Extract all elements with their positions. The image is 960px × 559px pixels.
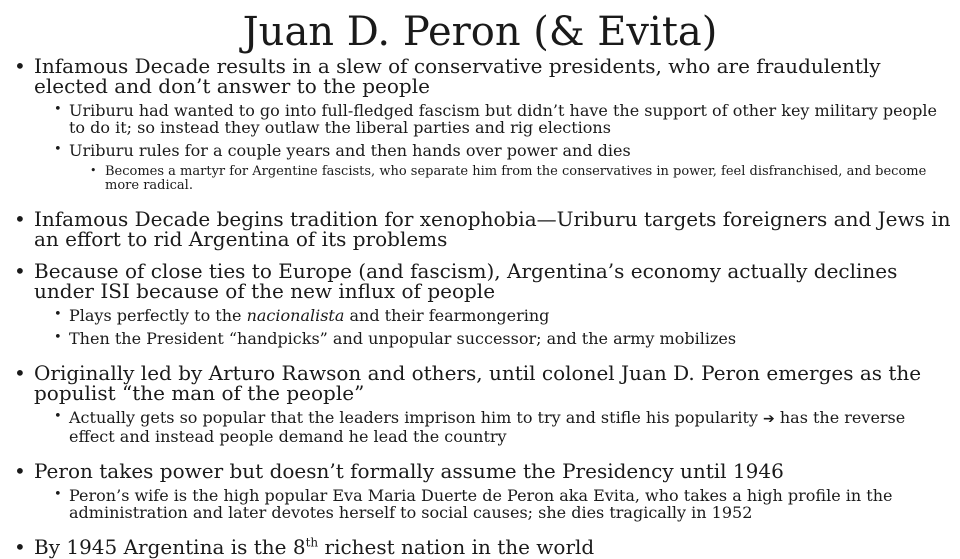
bullet-dot-icon: • bbox=[14, 54, 26, 78]
bullet-text-after: richest nation in the world bbox=[318, 535, 595, 559]
bullet-l1 bbox=[14, 461, 954, 481]
bullet-text: Peron’s wife is the high popular Eva Maria Duerte de Peron aka Evita, who takes a high profile in the administration and later devotes herself to social causes; she dies tragically in 1952 bbox=[69, 486, 893, 522]
bullet-text-before: Actually gets so popular that the leaders imprison him to try and stifle his popularity bbox=[69, 408, 764, 427]
bullet-dot-icon: • bbox=[54, 330, 62, 345]
bullet-l2 bbox=[14, 102, 954, 136]
bullet-l1 bbox=[14, 209, 954, 249]
slide-title: Juan D. Peron (& Evita) bbox=[242, 9, 718, 55]
bullet-l2 bbox=[14, 330, 954, 347]
bullet-text: Infamous Decade begins tradition for xenophobia—Uriburu targets foreigners and Jews in an effort to rid Argentina of its problems bbox=[34, 207, 951, 251]
bullet-text-after: has the reverse effect and instead people demand he lead the country bbox=[69, 408, 906, 446]
bullet-l2 bbox=[14, 409, 954, 445]
bullet-dot-icon: • bbox=[54, 142, 62, 157]
bullet-text: Uriburu had wanted to go into full-fledged fascism but didn’t have the support of other key military people to do it; so instead they outlaw the liberal parties and rig elections bbox=[69, 101, 937, 137]
bullet-l1 bbox=[14, 56, 954, 96]
bullet-dot-icon: • bbox=[54, 307, 62, 322]
arrow-right-icon: ➔ bbox=[763, 411, 775, 427]
bullet-dot-icon: • bbox=[14, 259, 26, 283]
bullet-text: Peron takes power but doesn’t formally assume the Presidency until 1946 bbox=[34, 459, 784, 483]
bullet-l2 bbox=[14, 487, 954, 521]
bullet-dot-icon: • bbox=[14, 207, 26, 231]
bullet-text-before: By 1945 Argentina is the 8 bbox=[34, 535, 306, 559]
bullet-dot-icon: • bbox=[54, 487, 62, 502]
bullet-dot-icon: • bbox=[54, 102, 62, 117]
bullet-text: Uriburu rules for a couple years and then hands over power and dies bbox=[69, 141, 631, 160]
bullet-dot-icon: • bbox=[14, 459, 26, 483]
bullet-l1 bbox=[14, 537, 954, 557]
bullet-text: Originally led by Arturo Rawson and others, until colonel Juan D. Peron emerges as the populist “the man of the people” bbox=[34, 361, 922, 405]
bullet-l1 bbox=[14, 363, 954, 403]
ordinal-suffix: th bbox=[305, 535, 319, 550]
bullet-text: Then the President “handpicks” and unpopular successor; and the army mobilizes bbox=[69, 329, 737, 348]
bullet-l2 bbox=[14, 142, 954, 159]
bullet-text: Becomes a martyr for Argentine fascists, who separate him from the conservatives in power, feel disfranchised, and become more radical. bbox=[105, 164, 927, 193]
bullet-dot-icon: • bbox=[14, 535, 26, 559]
bullet-text-after: and their fearmongering bbox=[344, 306, 550, 325]
bullet-text-emphasis: nacionalista bbox=[246, 306, 345, 325]
bullet-dot-icon: • bbox=[14, 361, 26, 385]
bullet-text-before: Plays perfectly to the bbox=[69, 306, 247, 325]
bullet-text: Because of close ties to Europe (and fascism), Argentina’s economy actually declines under ISI because of the new influx of people bbox=[34, 259, 898, 303]
bullet-text: Infamous Decade results in a slew of conservative presidents, who are fraudulently elected and don’t answer to the people bbox=[34, 54, 881, 98]
bullet-dot-icon: • bbox=[90, 164, 97, 177]
bullet-l1 bbox=[14, 261, 954, 301]
bullet-l3 bbox=[14, 165, 954, 193]
bullet-dot-icon: • bbox=[54, 409, 62, 424]
bullet-l2 bbox=[14, 307, 954, 324]
slide-body bbox=[14, 56, 954, 557]
